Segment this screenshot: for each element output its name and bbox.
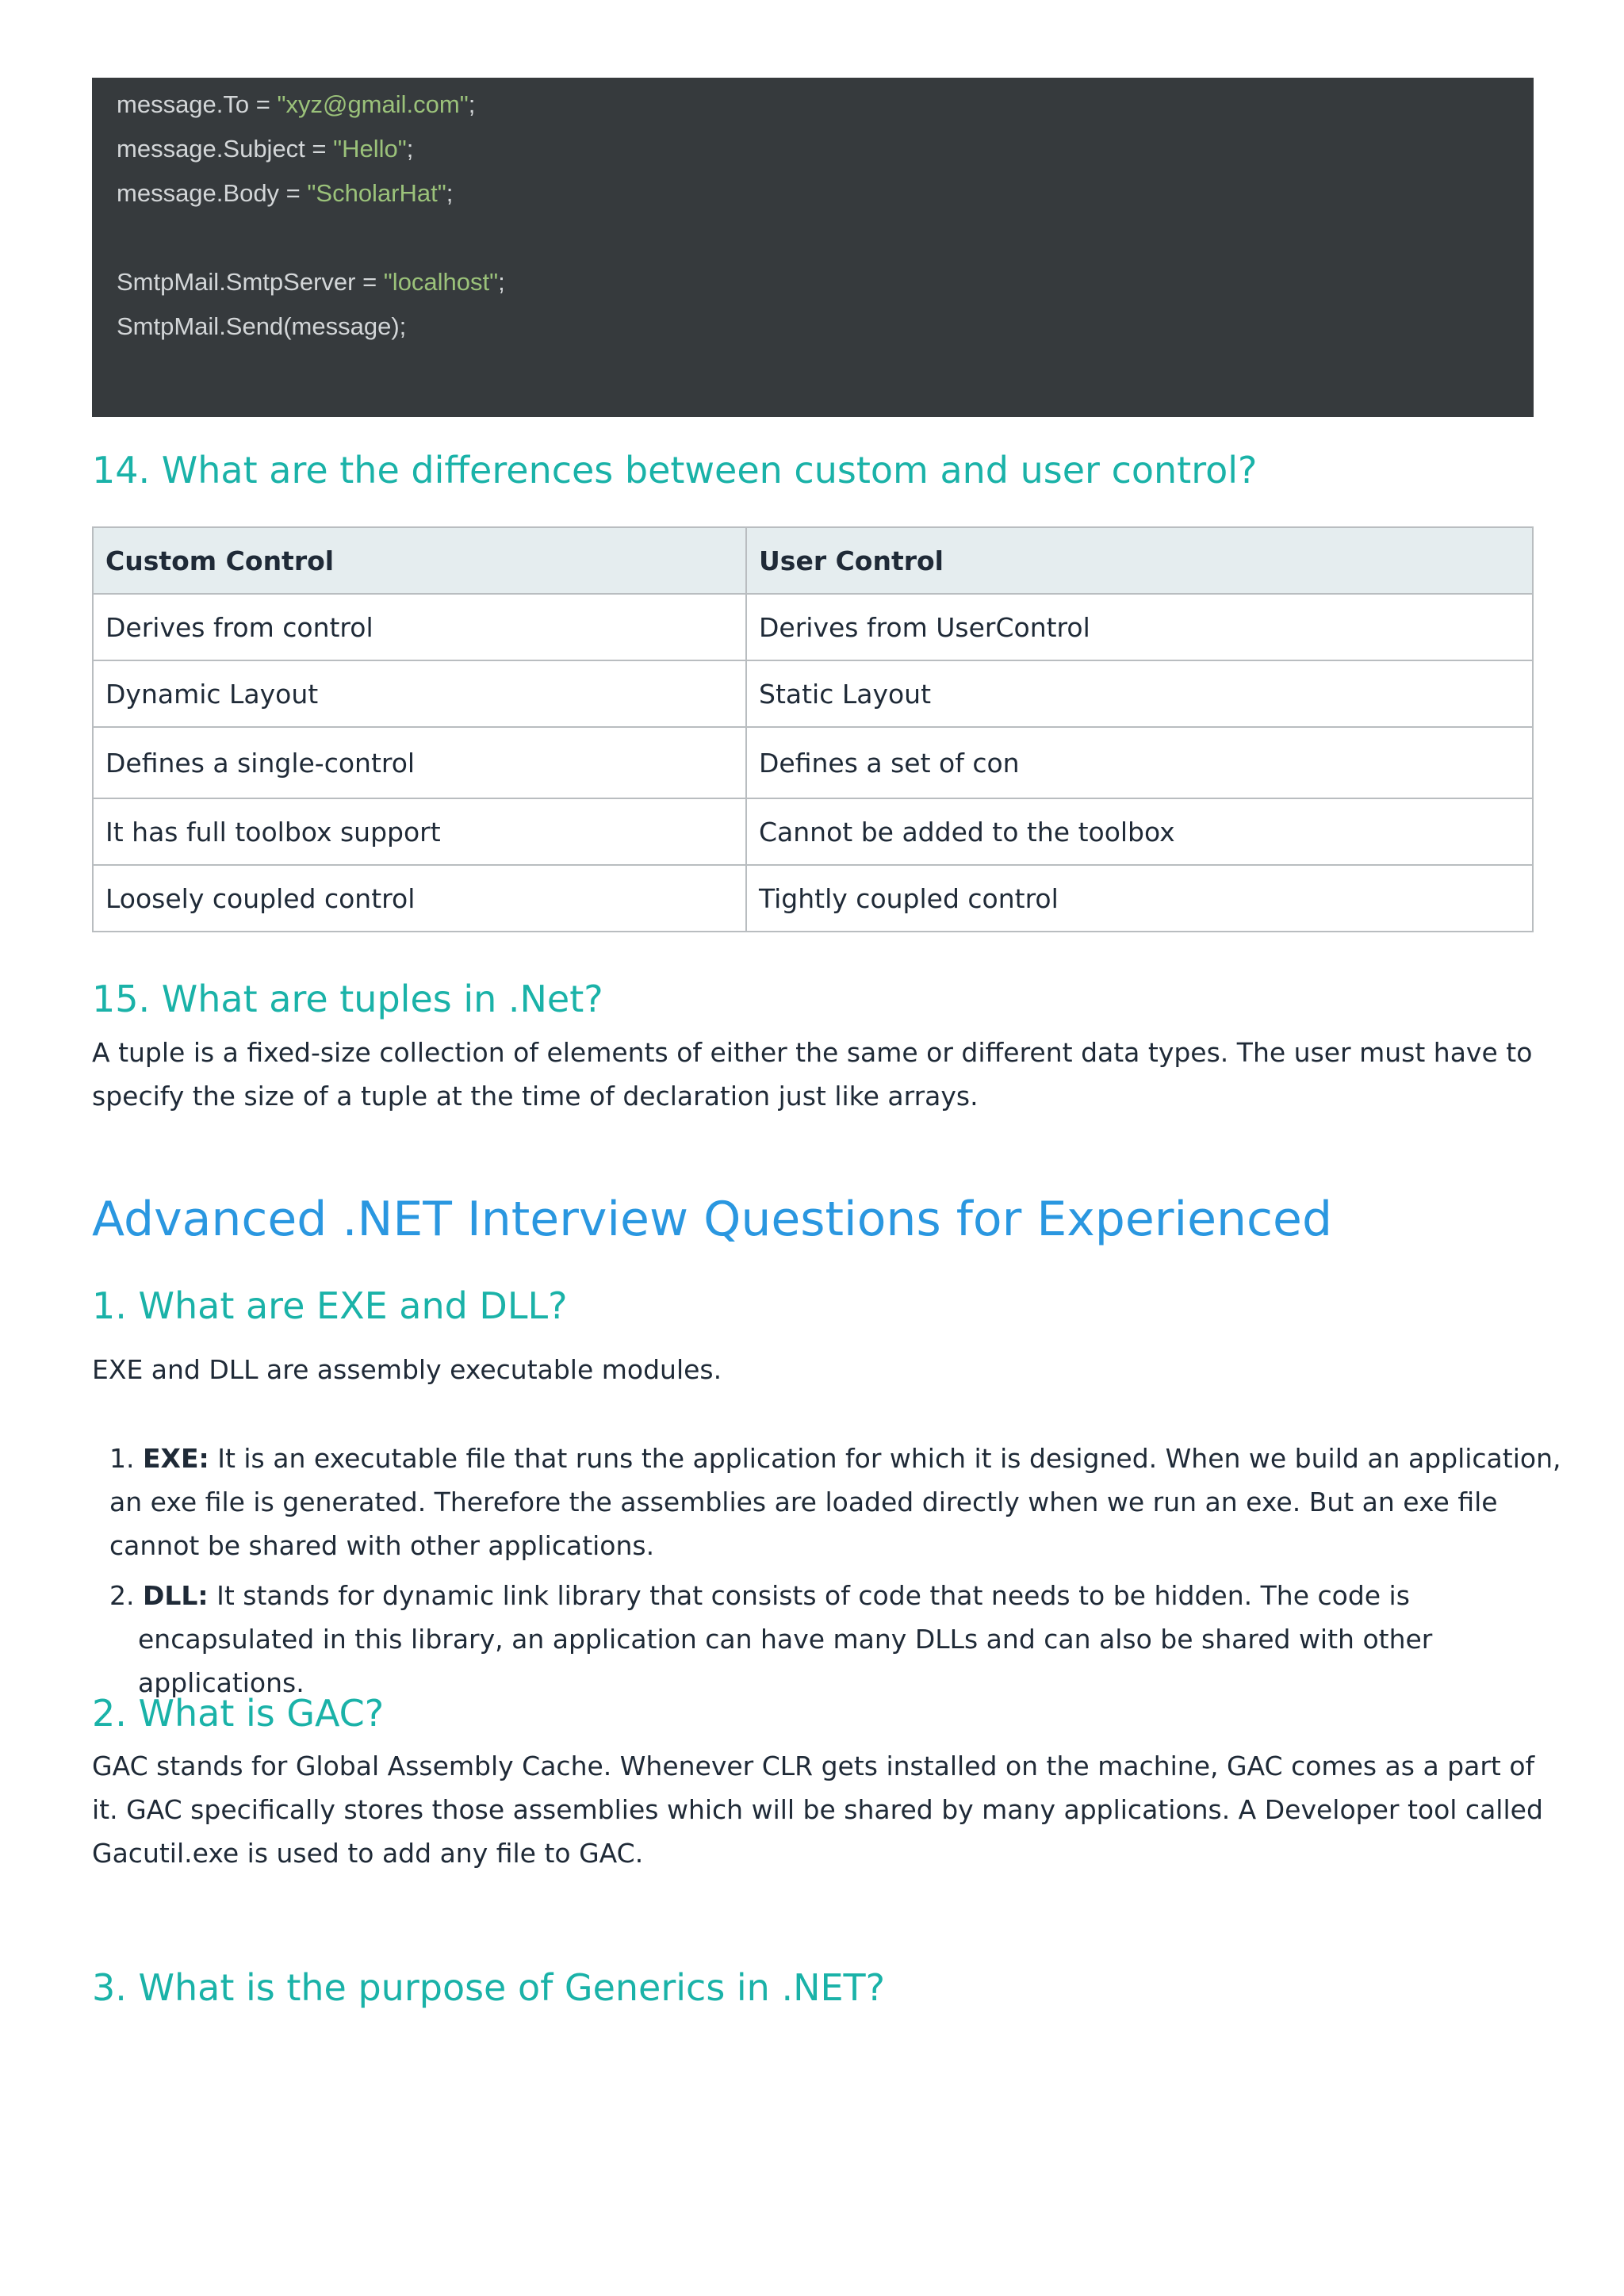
header-user-control: User Control	[746, 527, 1533, 594]
list-item	[92, 1437, 1567, 1567]
q15-heading: 15. What are tuples in .Net?	[92, 978, 603, 1020]
code-text: message.To =	[117, 90, 278, 118]
a1-heading: 1. What are EXE and DLL?	[92, 1284, 568, 1327]
list-number: 2.	[109, 1580, 143, 1611]
table-cell: Tightly coupled control	[746, 865, 1533, 932]
q15-body: A tuple is a fixed-size collection of elements of either the same or different data types. The user must have to specify the size of a tuple at the time of declaration just like arrays.	[92, 1037, 1533, 1112]
section-title: Advanced .NET Interview Questions for Experienced	[92, 1192, 1333, 1247]
code-text: SmtpMail.SmtpServer =	[117, 268, 384, 296]
table-row	[93, 660, 1533, 727]
code-text: ;	[468, 90, 476, 118]
a3-heading: 3. What is the purpose of Generics in .NET?	[92, 1966, 886, 2009]
comparison-table	[92, 526, 1534, 932]
code-string: "Hello"	[333, 135, 407, 163]
a2-body: GAC stands for Global Assembly Cache. Whenever CLR gets installed on the machine, GAC comes as a part of it. GAC specifically stores those assemblies which will be shared by many applications. A Developer tool called Gacutil.exe is used to add any file to GAC.	[92, 1751, 1543, 1869]
list-term: EXE:	[142, 1443, 209, 1474]
code-block	[92, 78, 1534, 417]
list-item	[92, 1574, 1567, 1705]
code-string: "ScholarHat"	[307, 179, 446, 207]
table-cell: Defines a single-control	[93, 727, 746, 798]
code-line	[117, 127, 1534, 171]
list-text: It is an executable file that runs the application for which it is designed. When we build an application, an exe file is generated. Therefore the assemblies are loaded directly when we run an exe. But an exe file cannot be shared with other applications.	[109, 1443, 1561, 1561]
table-row	[93, 798, 1533, 865]
code-text: message.Body =	[117, 179, 308, 207]
code-text: ;	[446, 179, 454, 207]
table-row	[93, 865, 1533, 932]
table-cell: Defines a set of con	[746, 727, 1533, 798]
q14-heading: 14. What are the differences between custom and user control?	[92, 449, 1258, 492]
table-cell: Cannot be added to the toolbox	[746, 798, 1533, 865]
code-string: "xyz@gmail.com"	[277, 90, 469, 118]
table-cell: Dynamic Layout	[93, 660, 746, 727]
table-header-row	[93, 527, 1533, 594]
header-custom-control: Custom Control	[93, 527, 746, 594]
code-line	[117, 260, 1534, 304]
table-row	[93, 727, 1533, 798]
code-blank-line	[117, 216, 1534, 260]
exe-dll-list	[92, 1437, 1567, 1711]
table-cell: Derives from control	[93, 594, 746, 660]
code-text: ;	[406, 135, 414, 163]
a1-intro: EXE and DLL are assembly executable modules.	[92, 1354, 722, 1385]
table-cell: Derives from UserControl	[746, 594, 1533, 660]
list-text: It stands for dynamic link library that consists of code that needs to be hidden. The code is encapsulated in this library, an application can have many DLLs and can also be shared with other applications.	[138, 1580, 1433, 1698]
list-term: DLL:	[142, 1580, 209, 1611]
table-cell: It has full toolbox support	[93, 798, 746, 865]
table-cell: Static Layout	[746, 660, 1533, 727]
table-cell: Loosely coupled control	[93, 865, 746, 932]
code-text: SmtpMail.Send(message);	[117, 312, 407, 340]
code-line	[117, 304, 1534, 349]
table-row	[93, 594, 1533, 660]
code-text: message.Subject =	[117, 135, 334, 163]
code-line	[117, 171, 1534, 216]
a2-heading: 2. What is GAC?	[92, 1692, 385, 1735]
code-line	[117, 82, 1534, 127]
code-text: ;	[498, 268, 505, 296]
code-string: "localhost"	[383, 268, 499, 296]
list-number: 1.	[109, 1443, 143, 1474]
